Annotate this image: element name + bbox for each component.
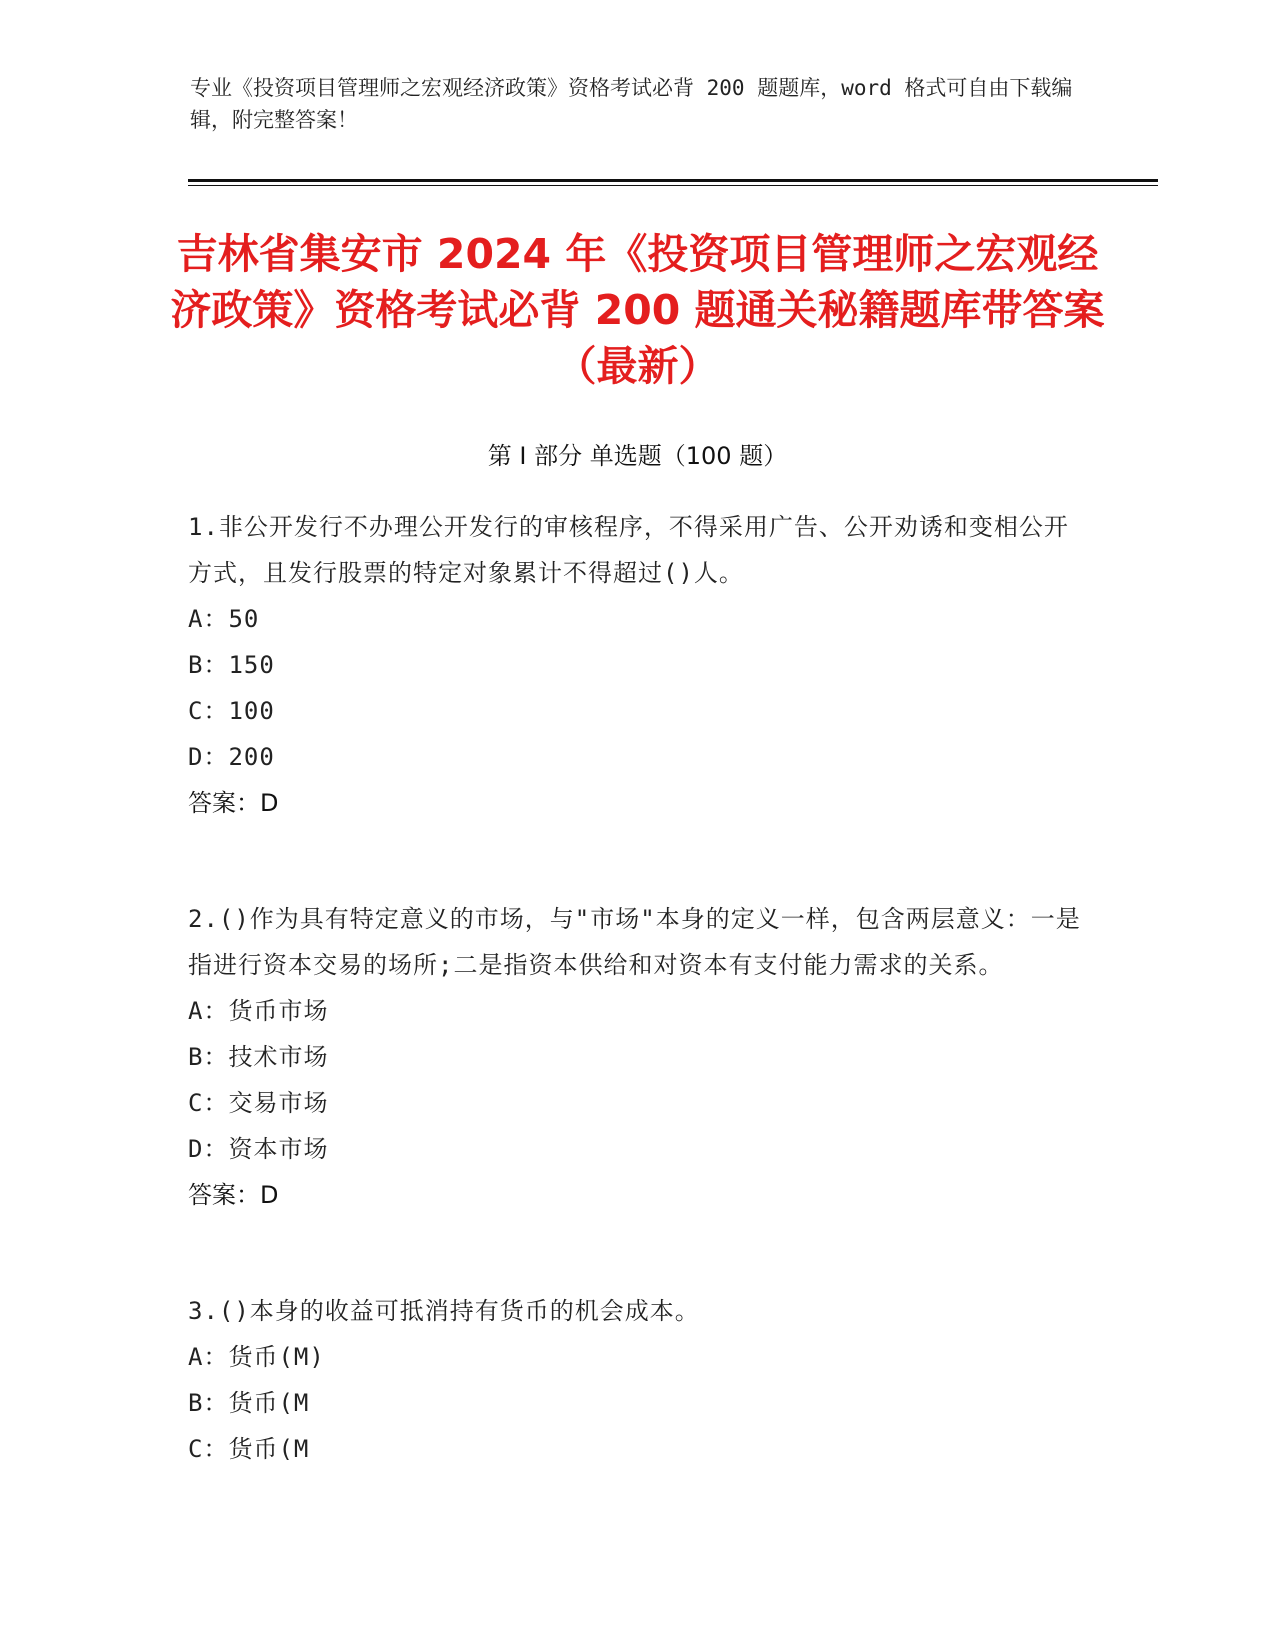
option-c: C：交易市场	[188, 1089, 329, 1117]
answer-label: 答案：D	[188, 1181, 279, 1209]
option-d: D：资本市场	[188, 1135, 329, 1163]
option-b: B：货币(M	[188, 1389, 310, 1417]
answer-label: 答案：D	[188, 789, 279, 817]
question-1	[188, 504, 1088, 826]
option-d: D：200	[188, 743, 275, 771]
option-b: B：技术市场	[188, 1043, 329, 1071]
question-3	[188, 1288, 1088, 1472]
option-c: C：100	[188, 697, 275, 725]
section-title: 第 I 部分 单选题（100 题）	[487, 442, 788, 470]
question-stem: 3.()本身的收益可抵消持有货币的机会成本。	[188, 1297, 700, 1325]
question-2	[188, 896, 1088, 1218]
option-a: A：50	[188, 605, 260, 633]
option-b: B：150	[188, 651, 275, 679]
question-stem: 1.非公开发行不办理公开发行的审核程序，不得采用广告、公开劝诱和变相公开方式，且发行股票的特定对象累计不得超过()人。	[188, 513, 1069, 587]
header-divider-thin	[188, 185, 1158, 186]
header-note: 专业《投资项目管理师之宏观经济政策》资格考试必背 200 题题库，word 格式可自由下载编辑，附完整答案！	[190, 76, 1073, 132]
question-stem: 2.()作为具有特定意义的市场，与"市场"本身的定义一样，包含两层意义：一是指进行资本交易的场所;二是指资本供给和对资本有支付能力需求的关系。	[188, 905, 1081, 979]
option-a: A：货币市场	[188, 997, 329, 1025]
header-divider-thick	[188, 179, 1158, 182]
option-c: C：货币(M	[188, 1435, 310, 1463]
option-a: A：货币(M)	[188, 1343, 325, 1371]
document-title: 吉林省集安市 2024 年《投资项目管理师之宏观经济政策》资格考试必背 200 题通关秘籍题库带答案（最新）	[170, 230, 1105, 390]
